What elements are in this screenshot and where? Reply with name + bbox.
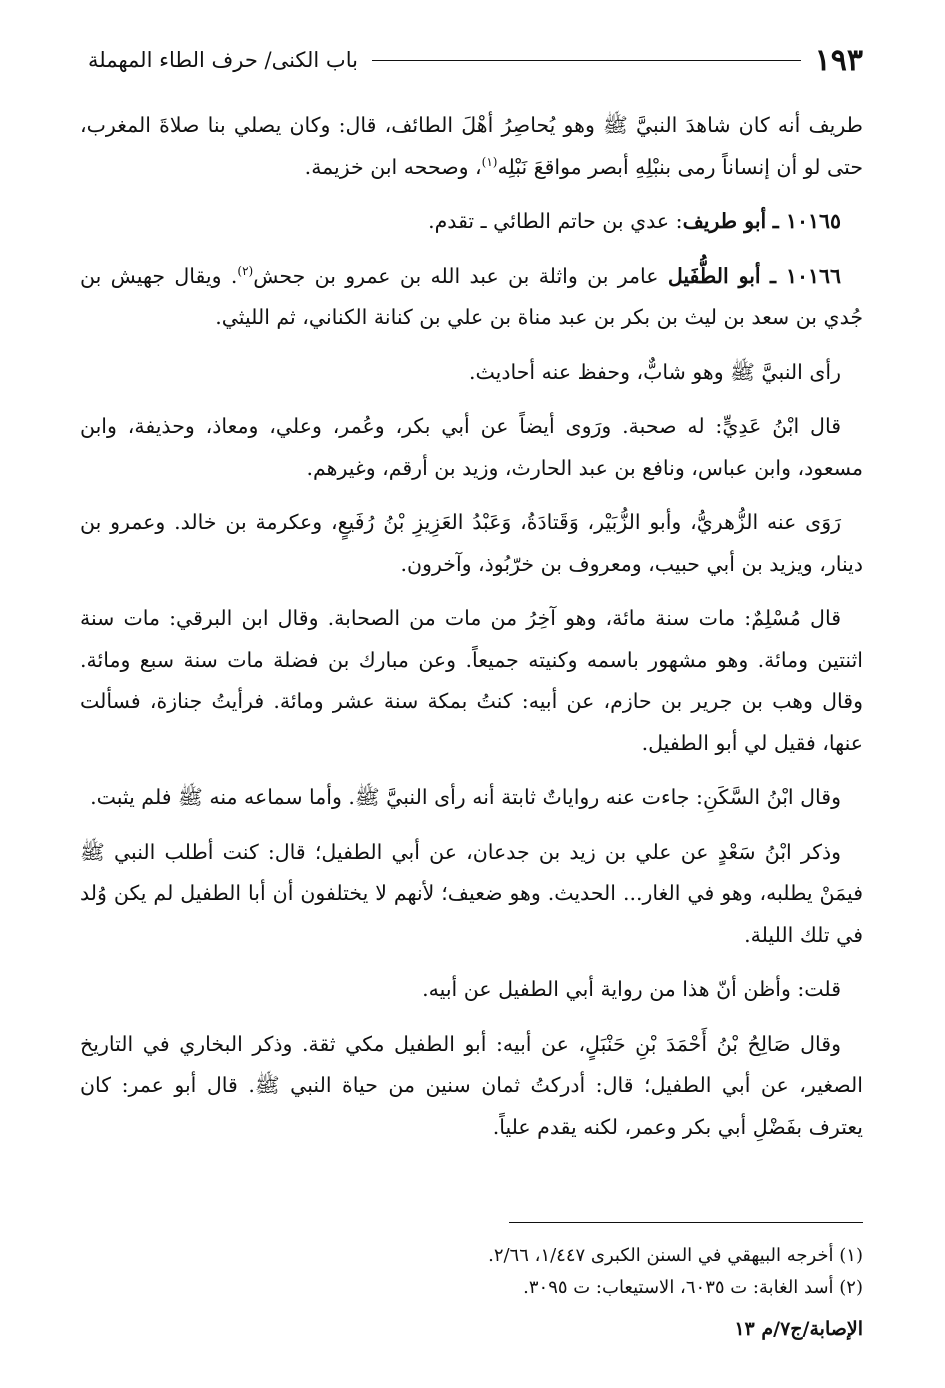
paragraph-5: قال ابْنُ عَدِيٍّ: له صحبة. ورَوى أيضاً عن أبي بكر، وعُمر، وعلي، ومعاذ، وحذيفة، وابن مسعود، وابن عباس، ونافع بن عبد الحارث، وزيد بن أرقم، وغيرهم. [80, 414, 863, 480]
paragraph-9: وذكر ابْنُ سَعْدٍ عن علي بن زيد بن جدعان، عن أبي الطفيل؛ قال: كنت أطلب النبي ﷺ فيمَنْ يطلبه، وهو في الغار... الحديث. وهو ضعيف؛ لأنهم لا يختلفون أن أبا الطفيل لم يكن وُلد في تلك الليلة. [80, 839, 863, 947]
paragraph-8: وقال ابْنُ السَّكَنِ: جاءت عنه رواياتٌ ثابتة أنه رأى النبيَّ ﷺ. وأما سماعه منه ﷺ فلم يثبت. [90, 785, 841, 809]
main-text [80, 105, 863, 1161]
entry-name: أبو الطُّفَيل [667, 263, 761, 288]
running-title: باب الكنى/ حرف الطاء المهملة [88, 48, 358, 72]
entry-name: أبو طريف [682, 209, 767, 233]
footnotes [80, 1240, 863, 1304]
footnote-marker-2[interactable]: (٢) [237, 263, 254, 278]
paragraph-10: قلت: وأظن أنّ هذا من رواية أبي الطفيل عن أبيه. [422, 977, 841, 1001]
page-header [88, 38, 863, 82]
paragraph-7: قال مُسْلِمٌ: مات سنة مائة، وهو آخِرُ من مات من الصحابة. وقال ابن البرقي: مات سنة اثنتين ومائة. وهو مشهور باسمه وكنيته جميعاً. وعن مبارك بن فضلة مات سنة سبع ومائة. وقال وهب بن جرير بن حازم، عن أبيه: كنتُ بمكة سنة عشر ومائة. فرأيتُ جنازة، فسألت عنها، فقيل لي أبو الطفيل. [80, 606, 863, 755]
entry-number: ١٠١٦٦ ـ [769, 263, 841, 288]
footnote-1: (١) أخرجه البيهقي في السنن الكبرى ١/٤٤٧، ٢/٦٦. [488, 1245, 863, 1266]
page-number: ١٩٣ [814, 42, 863, 78]
footnote-marker-1[interactable]: (١) [481, 154, 498, 169]
paragraph-11: وقال صَالِحُ بْنُ أَحْمَدَ بْنِ حَنْبَلٍ، عن أبيه: أبو الطفيل مكي ثقة. وذكر البخاري في التاريخ الصغير، عن أبي الطفيل؛ قال: أدركتُ ثمان سنين من حياة النبي ﷺ. قال أبو عمر: كان يعترف بفَضْلِ أبي بكر وعمر، لكنه يقدم علياً. [80, 1031, 863, 1139]
entry-10165: ١٠١٦٥ ـ أبو طريف: عدي بن حاتم الطائي ـ تقدم. [428, 209, 841, 233]
footnote-separator [509, 1222, 863, 1223]
paragraph-4: رأى النبيَّ ﷺ وهو شابٌّ، وحفظ عنه أحاديث. [469, 359, 841, 384]
paragraph-6: رَوَى عنه الزُّهريُّ، وأبو الزُّبَيْر، وَقَتادَةُ، وَعَبْدُ العَزِيزِ بْنُ رُفَيعٍ، وعكرمة بن خالد. وعمرو بن دينار، ويزيد بن أبي حبيب، ومعروف بن خرّبُوذ، وآخرون. [80, 510, 863, 576]
header-rule [372, 60, 801, 61]
paragraph-1: طريف أنه كان شاهدَ النبيَّ ﷺ وهو يُحاصِرُ أهْلَ الطائف، قال: وكان يصلي بنا صلاةَ المغرب، حتى لو أن إنساناً رمى بنبْلِهِ أبصر مواقعَ نَبْلِه$^{(١)}$، وصححه ابن خزيمة. [80, 113, 863, 179]
entry-number: ١٠١٦٥ ـ [772, 209, 841, 233]
printer-signature: الإصابة/ج٧/م ١٣ [734, 1318, 863, 1340]
footnote-2: (٢) أسد الغابة: ت ٦٠٣٥، الاستيعاب: ت ٣٠٩٥. [523, 1277, 863, 1298]
entry-10166: ١٠١٦٦ ـ أبو الطُّفَيل عامر بن واثلة بن عبد الله بن عمرو بن جحش$^{(٢)}$. ويقال جهيش بن جُدي بن سعد بن ليث بن بكر بن عبد مناة بن علي بن كنانة الكناني، ثم الليثي. [80, 263, 863, 329]
